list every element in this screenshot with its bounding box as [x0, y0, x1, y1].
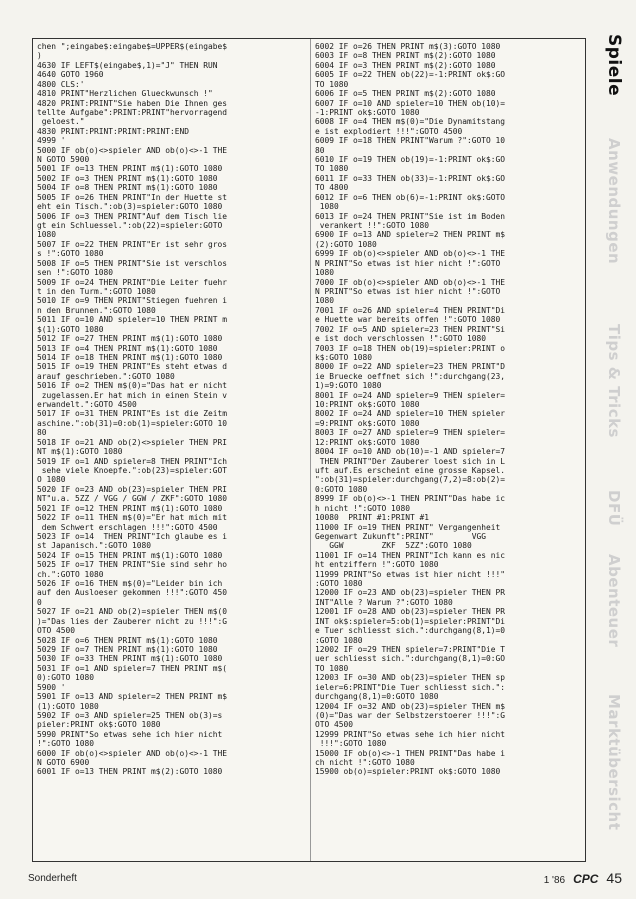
- section-tab-dfue[interactable]: DFÜ: [605, 490, 623, 527]
- column-divider: [310, 39, 311, 861]
- code-listing-left: chen ";eingabe$:eingabe$=UPPER$(eingabe$ ) 4630 IF LEFT$(eingabe$,1)="J" THEN RUN 4640 GOTO 1960 4800 CLS:' 4810 PRINT"Herzlichen Glueckwunsch !" 4820 PRINT:PRINT"Sie haben Die Ihnen ges tellte Aufgabe":PRINT:PRINT"hervorragend geloest." 4830 PRINT:PRINT:PRINT:PRINT:END 4999 ' 5000 IF ob(o)<>spieler AND ob(o)<>-1 THE N GOTO 5900 5001 IF o=13 THEN PRINT m$(1):GOTO 1080 5002 IF o=3 THEN PRINT m$(1):GOTO 1080 5004 IF o=8 THEN PRINT m$(1):GOTO 1080 5005 IF o=26 THEN PRINT"In der Huette st eht ein Tisch.":ob(3)=spieler:GOTO 1080 5006 IF o=3 THEN PRINT"Auf dem Tisch lie gt ein Schluessel.":ob(22)=spieler:GOTO 1080 5007 IF o=22 THEN PRINT"Er ist sehr gros s !":GOTO 1080 5008 IF o=5 THEN PRINT"Sie ist verschlos sen !":GOTO 1080 5009 IF o=24 THEN PRINT"Die Leiter fuehr t in den Turm.":GOTO 1080 5010 IF o=9 THEN PRINT"Stiegen fuehren i n den Brunnen.":GOTO 1080 5011 IF o=10 AND spieler=10 THEN PRINT m $(1):GOTO 1080 5012 IF o=27 THEN PRINT m$(1):GOTO 1080 5013 IF o=4 THEN PRINT m$(1):GOTO 1080 5014 IF o=18 THEN PRINT m$(1):GOTO 1080 5015 IF o=19 THEN PRINT"Es steht etwas d arauf geschrieben.":GOTO 1080 5016 IF o=2 THEN m$(0)="Das hat er nicht zugelassen.Er hat mich in einen Stein v erwandelt.":GOTO 4500 5017 IF o=31 THEN PRINT"Es ist die Zeitm aschine.":ob(31)=0:ob(1)=spieler:GOTO 10 80 5018 IF o=21 AND ob(2)<>spieler THEN PRI NT m$(1):GOTO 1080 5019 IF o=1 AND spieler=8 THEN PRINT"Ich sehe viele Knoepfe.":ob(23)=spieler:GOT O 1080 5020 IF o=23 AND ob(23)=spieler THEN PRI NT"u.a. 5ZZ / VGG / GGW / ZKF":GOTO 1080 5021 IF o=12 THEN PRINT m$(1):GOTO 1080 5022 IF o=11 THEN m$(0)="Er hat mich mit dem Schwert erschlagen !!!":GOTO 4500 5023 IF o=14 THEN PRINT"Ich glaube es i st Japanisch.":GOTO 1080 5024 IF o=15 THEN PRINT m$(1):GOTO 1080 5025 IF o=17 THEN PRINT"Sie sind sehr ho ch.":GOTO 1080 5026 IF o=16 THEN m$(0)="Leider bin ich auf den Ausloeser gekommen !!!":GOTO 450 0 5027 IF o=21 AND ob(2)=spieler THEN m$(0 )="Das lies der Zauberer nicht zu !!!":G OTO 4500 5028 IF o=6 THEN PRINT m$(1):GOTO 1080 5029 IF o=7 THEN PRINT m$(1):GOTO 1080 5030 IF o=33 THEN PRINT m$(1):GOTO 1080 5031 IF o=1 AND spieler=7 THEN PRINT m$( 0):GOTO 1080 5900 ' 5901 IF o=13 AND spieler=2 THEN PRINT m$ (1):GOTO 1080 5902 IF o=3 AND spieler=25 THEN ob(3)=s pieler:PRINT ok$:GOTO 1080 5990 PRINT"So etwas sehe ich hier nicht !":GOTO 1080 6000 IF ob(o)<>spieler AND ob(o)<>-1 THE N GOTO 6900 6001 IF o=13 THEN PRINT m$(2):GOTO 1080: [37, 42, 228, 777]
- issue-number: 1 '86: [543, 875, 566, 886]
- section-tab-anwendungen[interactable]: Anwendungen: [605, 138, 623, 265]
- footer-section-label: Sonderheft: [28, 873, 77, 884]
- footer-issue-info: [544, 870, 622, 886]
- section-tab-abenteuer[interactable]: Abenteuer: [605, 554, 623, 648]
- listing-column-left: [37, 42, 305, 858]
- listing-column-right: [315, 42, 583, 858]
- section-tabs: [594, 34, 634, 864]
- section-tab-tips-tricks[interactable]: Tips & Tricks: [605, 324, 623, 438]
- magazine-logo: CPC: [573, 872, 599, 886]
- code-listing-right: 6002 IF o=26 THEN PRINT m$(3):GOTO 1080 6003 IF o=8 THEN PRINT m$(2):GOTO 1080 6004 IF o=3 THEN PRINT m$(2):GOTO 1080 6005 IF o=22 THEN ob(22)=-1:PRINT ok$:GO TO 1080 6006 IF o=5 THEN PRINT m$(2):GOTO 1080 6007 IF o=10 AND spieler=10 THEN ob(10)= -1:PRINT ok$:GOTO 1080 6008 IF o=4 THEN m$(0)="Die Dynamitstang e ist explodiert !!!":GOTO 4500 6009 IF o=18 THEN PRINT"Warum ?":GOTO 10 80 6010 IF o=19 THEN ob(19)=-1:PRINT ok$:GO TO 1080 6011 IF o=33 THEN ob(33)=-1:PRINT ok$:GO TO 4800 6012 IF o=6 THEN ob(6)=-1:PRINT ok$:GOTO 1080 6013 IF o=24 THEN PRINT"Sie ist im Boden verankert !!":GOTO 1080 6900 IF o=13 AND spieler=2 THEN PRINT m$ (2):GOTO 1080 6999 IF ob(o)<>spieler AND ob(o)<>-1 THE N PRINT"So etwas ist hier nicht !":GOTO 1080 7000 IF ob(o)<>spieler AND ob(o)<>-1 THE N PRINT"So etwas ist hier nicht !":GOTO 1080 7001 IF o=26 AND spieler=4 THEN PRINT"Di e Huette war bereits offen !":GOTO 1080 7002 IF o=5 AND spieler=23 THEN PRINT"Si e ist doch verschlossen !":GOTO 1080 7003 IF o=18 THEN ob(19)=spieler:PRINT o k$:GOTO 1080 8000 IF o=22 AND spieler=23 THEN PRINT"D ie Bruecke oeffnet sich !":durchgang(23, 1)=9:GOTO 1080 8001 IF o=24 AND spieler=9 THEN spieler= 10:PRINT ok$:GOTO 1080 8002 IF o=24 AND spieler=10 THEN spieler =9:PRINT ok$:GOTO 1080 8003 IF o=27 AND spieler=9 THEN spieler= 12:PRINT ok$:GOTO 1080 8004 IF o=10 AND ob(10)=-1 AND spieler=7 THEN PRINT"Der Zauberer loest sich in L uft auf.Es erscheint eine grosse Kapsel. ":ob(31)=spieler:durchgang(7,2)=8:ob(2)= 0:GOTO 1080 8999 IF ob(o)<>-1 THEN PRINT"Das habe ic h nicht !":GOTO 1080 10080 PRINT #1:PRINT #1 11000 IF o=19 THEN PRINT" Vergangenheit Gegenwart Zukunft":PRINT" VGG GGW ZKF 5ZZ":GOTO 1080 11001 IF o=14 THEN PRINT"Ich kann es nic ht entziffern !":GOTO 1080 11999 PRINT"So etwas ist hier nicht !!!" :GOTO 1080 12000 IF o=23 AND ob(23)=spieler THEN PR INT"Alle ? Warum ?":GOTO 1080 12001 IF o=28 AND ob(23)=spieler THEN PR INT ok$:spieler=5:ob(1)=spieler:PRINT"Di e Tuer schliesst sich.":durchgang(8,1)=0 :GOTO 1080 12002 IF o=29 THEN spieler=7:PRINT"Die T uer schliesst sich.":durchgang(8,1)=0:GO TO 1080 12003 IF o=30 AND ob(23)=spieler THEN sp ieler=6:PRINT"Die Tuer schliesst sich.": durchgang(8,1)=0:GOTO 1080 12004 IF o=32 AND ob(23)=spieler THEN m$ (0)="Das war der Selbstzerstoerer !!!":G OTO 4500 12999 PRINT"So etwas sehe ich hier nicht !!!":GOTO 1080 15000 IF ob(o)<>-1 THEN PRINT"Das habe i ch nicht !":GOTO 1080 15900 ob(o)=spieler:PRINT ok$:GOTO 1080: [315, 42, 506, 777]
- section-tab-marktuebersicht[interactable]: Marktübersicht: [605, 694, 623, 831]
- listing-frame: [32, 38, 586, 862]
- page-number: 45: [606, 870, 622, 886]
- section-tab-spiele[interactable]: Spiele: [604, 34, 624, 97]
